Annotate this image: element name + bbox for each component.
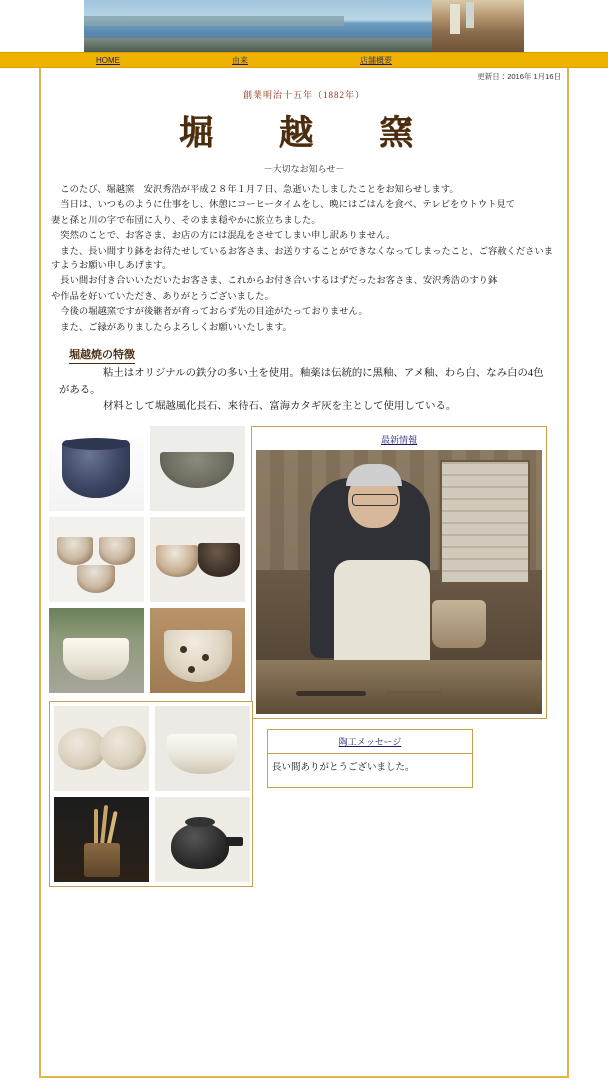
founded-line: 創業明治十五年（1882年） bbox=[242, 90, 365, 100]
potter-at-wheel-photo bbox=[256, 450, 542, 714]
update-date: 更新日：2016年 1月16日 bbox=[477, 72, 561, 81]
thumb-gray-shallow-bowl[interactable] bbox=[150, 426, 245, 511]
thumb-white-wide-bowl[interactable] bbox=[155, 706, 250, 791]
potter-message-heading[interactable]: 陶工メッセージ bbox=[268, 730, 472, 754]
thumb-black-teapot[interactable] bbox=[155, 797, 250, 882]
lower-thumbnail-grid bbox=[54, 706, 250, 882]
header-banner bbox=[0, 0, 608, 52]
lower-thumbnail-frame bbox=[49, 701, 253, 887]
notice-paragraph: このたび、堀越窯 安沢秀浩が平成２８年１月７日、急逝いたしましたことをお知らせします。 bbox=[51, 185, 459, 195]
nav-origin[interactable]: 由来 bbox=[232, 55, 248, 65]
section-body bbox=[41, 366, 567, 416]
thumb-blue-glazed-bowl[interactable] bbox=[49, 426, 144, 511]
latest-info-label[interactable]: 最新情報 bbox=[380, 434, 417, 445]
gallery-section bbox=[41, 426, 567, 693]
thumb-white-bowl-outdoor[interactable] bbox=[49, 608, 144, 693]
page-subtitle: －大切なお知らせ－ bbox=[263, 164, 345, 174]
lower-gallery-section bbox=[41, 701, 567, 887]
thumb-perforated-bowl[interactable] bbox=[150, 608, 245, 693]
thumb-two-bowls-pair[interactable] bbox=[150, 517, 245, 602]
potter-message-box bbox=[267, 729, 473, 788]
potter-message-body: 長い間ありがとうございました。 bbox=[272, 762, 415, 773]
latest-info-panel bbox=[251, 426, 547, 719]
notice-paragraph: 今後の堀越窯ですが後継者が育っておらず先の目途がたっておりません。 bbox=[51, 307, 368, 318]
thumb-utensil-jar[interactable] bbox=[54, 797, 149, 882]
thumb-three-small-bowls[interactable] bbox=[49, 517, 144, 602]
notice-paragraph: や作品を好いていただき、ありがとうございました。 bbox=[51, 291, 274, 302]
notice-paragraph: また、ご縁がありましたらよろしくお願いいたします。 bbox=[51, 322, 292, 333]
notice-paragraph: 当日は、いつものように仕事をし、休憩にコーヒータイムをし、晩にはごはんを食べ、テレビをウトウト見て bbox=[51, 200, 516, 211]
notice-body bbox=[41, 183, 567, 335]
feature-paragraph: 材料として堀越風化長石、来待石、富海カタギ灰を主として使用している。 bbox=[103, 401, 457, 413]
nav-store-overview[interactable]: 店舗概要 bbox=[360, 55, 392, 65]
notice-paragraph: 長い間お付き合いいただいたお客さま、これからお付き合いするはずだったお客さま、安沢秀浩のすり鉢 bbox=[51, 276, 498, 287]
kiln-banner-photo bbox=[432, 0, 524, 52]
main-navigation bbox=[0, 52, 608, 68]
content-frame bbox=[39, 68, 569, 1078]
thumb-two-flat-plates[interactable] bbox=[54, 706, 149, 791]
notice-paragraph: 突然のことで、お客さま、お店の方には混乱をさせてしまい申し訳ありません。 bbox=[51, 231, 396, 242]
feature-paragraph: 粘土はオリジナルの鉄分の多い土を使用。釉薬は伝統的に黒釉、アメ釉、わら白、なみ白の4色がある。 bbox=[59, 368, 544, 396]
thumbnail-grid bbox=[49, 426, 245, 693]
section-heading: 堀越焼の特徴 bbox=[69, 346, 135, 364]
notice-paragraph: 妻と孫と川の字で布団に入り、そのまま穏やかに旅立ちました。 bbox=[51, 215, 321, 226]
page-title: 堀 越 窯 bbox=[179, 113, 429, 153]
notice-paragraph: また、長い間すり鉢をお待たせしているお客さま、お送りすることができなくなってしまったこと、ご容赦くださいますようお願い申しあげます。 bbox=[51, 246, 554, 272]
nav-home[interactable]: HOME bbox=[96, 55, 120, 65]
